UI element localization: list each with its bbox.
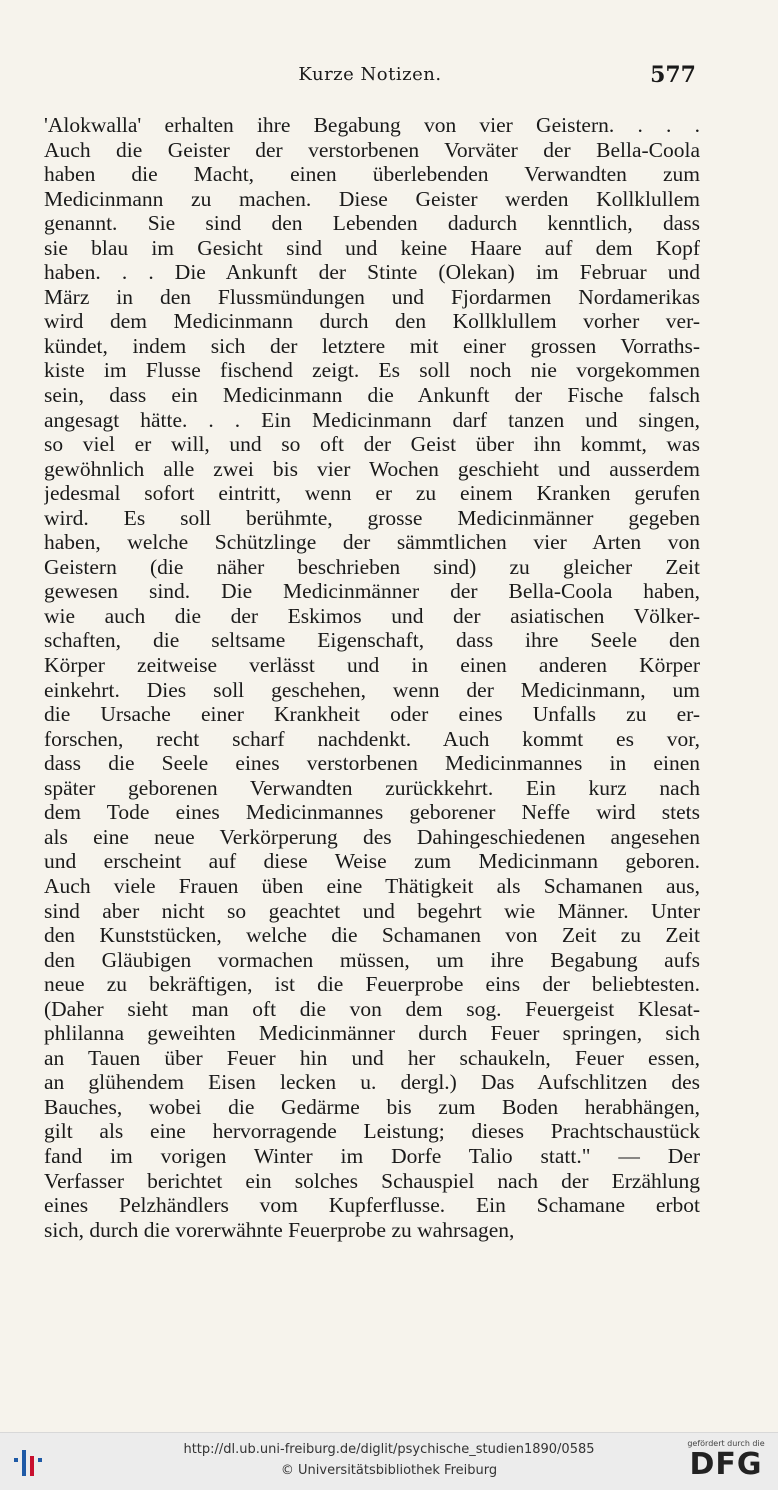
body-text [44,113,700,1242]
text-line: gewöhnlich alle zwei bis vier Wochen geschieht und ausserdem [44,456,700,481]
text-line: so viel er will, und so oft der Geist über ihn kommt, was [44,432,700,457]
text-line: wird. Es soll berühmte, grosse Medicinmänner gegeben [44,505,700,530]
text-line: Auch viele Frauen üben eine Thätigkeit als Schamanen aus, [44,873,700,898]
text-line: März in den Flussmündungen und Fjordarmen Nordamerikas [44,284,700,309]
text-line: haben. . . Die Ankunft der Stinte (Olekan) im Februar und [44,260,700,285]
text-line: neue zu bekräftigen, ist die Feuerprobe eins der beliebtesten. [44,972,700,997]
text-line: haben, welche Schützlinge der sämmtlichen vier Arten von [44,530,700,555]
text-line: sich, durch die vorerwähnte Feuerprobe zu wahrsagen, [44,1217,515,1242]
text-line: Bauches, wobei die Gedärme bis zum Boden herabhängen, [44,1094,700,1119]
text-line: einkehrt. Dies soll geschehen, wenn der Medicinmann, um [44,677,700,702]
text-line: sind aber nicht so geachtet und begehrt wie Männer. Unter [44,898,700,923]
copyright-notice: © Universitätsbibliothek Freiburg [280,1463,498,1478]
text-line: gewesen sind. Die Medicinmänner der Bella-Coola haben, [44,579,700,604]
text-line: kündet, indem sich der letztere mit einer grossen Vorraths- [44,333,700,358]
dfg-funding-badge [684,1439,768,1485]
text-line: fand im vorigen Winter im Dorfe Talio statt." — Der [44,1143,700,1168]
text-line: eines Pelzhändlers vom Kupferflusse. Ein Schamane erbot [44,1193,700,1218]
text-line: wird dem Medicinmann durch den Kollklullem vorher ver- [44,309,700,334]
text-line: 'Alokwalla' erhalten ihre Begabung von vier Geistern. . . . [44,113,700,137]
text-line: an Tauen über Feuer hin und her schaukeln, Feuer essen, [44,1045,700,1070]
text-line: haben die Macht, einen überlebenden Verwandten zum [44,162,700,187]
text-line: sie blau im Gesicht sind und keine Haare auf dem Kopf [44,235,700,260]
text-line: Verfasser berichtet ein solches Schauspiel nach der Erzählung [44,1168,700,1193]
page-header [44,62,696,92]
text-line: jedesmal sofort eintritt, wenn er zu einem Kranken gerufen [44,481,700,506]
text-line: dass die Seele eines verstorbenen Medicinmannes in einen [44,751,700,776]
dfg-logo: DFG [689,1447,763,1482]
text-line: den Gläubigen vormachen müssen, um ihre Begabung aufs [44,947,700,972]
document-url[interactable]: http://dl.ub.uni-freiburg.de/diglit/psychische_studien1890/0585 [183,1442,595,1457]
text-line: Auch die Geister der verstorbenen Vorväter der Bella-Coola [44,137,700,162]
text-line: gilt als eine hervorragende Leistung; dieses Prachtschaustück [44,1119,700,1144]
dfg-label: gefördert durch die [687,1439,765,1448]
text-line: angesagt hätte. . . Ein Medicinmann darf tanzen und singen, [44,407,700,432]
viewer-footer [0,1432,778,1490]
page-number: 577 [650,62,696,88]
text-line: wie auch die der Eskimos und der asiatischen Völker- [44,603,700,628]
text-line: dem Tode eines Medicinmannes geborener Neffe wird stets [44,800,700,825]
text-line: später geborenen Verwandten zurückkehrt. Ein kurz nach [44,775,700,800]
text-line: forschen, recht scharf nachdenkt. Auch kommt es vor, [44,726,700,751]
text-line: genannt. Sie sind den Lebenden dadurch kenntlich, dass [44,211,700,236]
text-line: (Daher sieht man oft die von dem sog. Feuergeist Klesat- [44,996,700,1021]
text-line: sein, dass ein Medicinmann die Ankunft der Fische falsch [44,383,700,408]
text-line: Geistern (die näher beschrieben sind) zu gleicher Zeit [44,554,700,579]
text-line: den Kunststücken, welche die Schamanen von Zeit zu Zeit [44,923,700,948]
text-line: phlilanna geweihten Medicinmänner durch Feuer springen, sich [44,1021,700,1046]
text-line: Medicinmann zu machen. Diese Geister werden Kollklullem [44,186,700,211]
text-line: Körper zeitweise verlässt und in einen anderen Körper [44,653,700,678]
text-line: als eine neue Verkörperung des Dahingeschiedenen angesehen [44,824,700,849]
text-line: die Ursache einer Krankheit oder eines Unfalls zu er- [44,702,700,727]
running-head: Kurze Notizen. [298,64,442,85]
text-line: und erscheint auf diese Weise zum Medicinmann geboren. [44,849,700,874]
text-line: an glühendem Eisen lecken u. dergl.) Das Aufschlitzen des [44,1070,700,1095]
text-line: schaften, die seltsame Eigenschaft, dass ihre Seele den [44,628,700,653]
text-line: kiste im Flusse fischend zeigt. Es soll noch nie vorgekommen [44,358,700,383]
